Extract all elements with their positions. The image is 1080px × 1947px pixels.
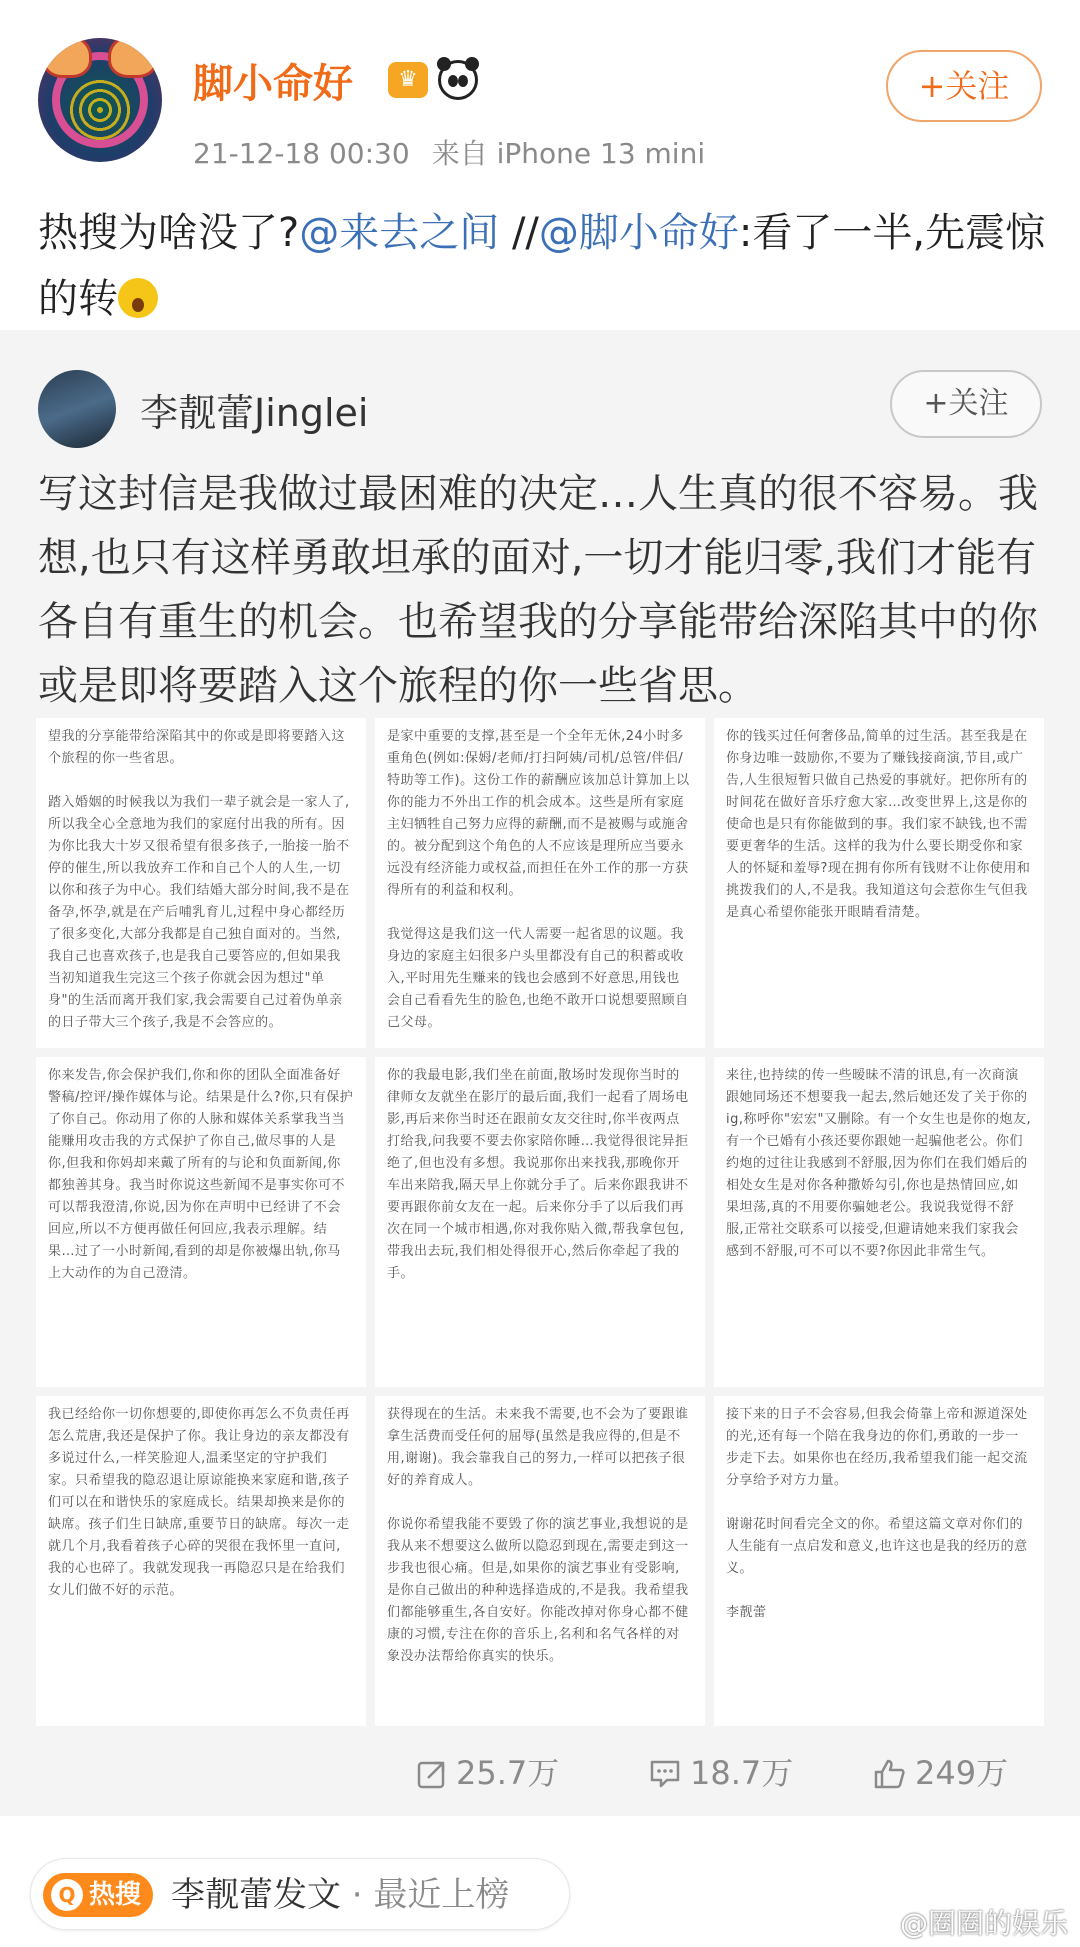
comment-button[interactable] — [648, 1748, 793, 1798]
panda-icon — [438, 60, 478, 100]
like-count: 249万 — [915, 1754, 1009, 1792]
letter-image[interactable] — [375, 718, 705, 1048]
letter-text: 是家中重要的支撑,甚至是一个全年无休,24小时多重角色(例如:保姆/老师/打扫阿姨/司机/总管/伴侣/特助等工作)。这份工作的薪酬应该加总计算加上以你的能力不外出工作的机会成本。这些是所有家庭主妇牺牲自己努力应得的薪酬,而不是被赐与或施舍的。被分配到这个角色的人不应该是理所应当要永远没有经济能力或权益,而担任在外工作的那一方获得所有的利益和权利。 我觉得这是我们这一代人需要一起省思的议题。我身边的家庭主妇很多户头里都没有自己的积蓄或收入,平时用先生赚来的钱也会感到不好意思,用钱也会自己看看先生的脸色,也绝不敢开口说想要照顾自己父母。 — [387, 729, 690, 1030]
letter-image[interactable] — [714, 1057, 1044, 1387]
quoted-username[interactable]: 李靓蕾Jinglei — [140, 391, 369, 435]
cow-icon — [42, 38, 92, 78]
quoted-text: 写这封信是我做过最困难的决定…人生真的很不容易。我想,也只有这样勇敢坦承的面对,一切才能归零,我们才能有各自有重生的机会。也希望我的分享能带给深陷其中的你或是即将要踏入这个旅程的你一些省思。 — [38, 471, 1038, 709]
username[interactable]: 脚小命好 — [193, 61, 353, 107]
share-icon — [416, 1758, 448, 1790]
letter-image[interactable] — [36, 718, 366, 1048]
mention-link[interactable]: @来去之间 — [299, 210, 500, 256]
post-header — [0, 0, 1080, 190]
crown-icon: ♛ — [388, 62, 428, 98]
letter-image[interactable] — [36, 1396, 366, 1726]
post-meta — [193, 132, 705, 172]
post-source: 来自 iPhone 13 mini — [431, 137, 706, 170]
hot-search-status: 最近上榜 — [373, 1875, 510, 1915]
watermark: @圈圈的娱乐 — [899, 1907, 1068, 1940]
hot-search-topic: 李靓蕾发文 — [171, 1875, 341, 1915]
hot-search-badge-label: 热搜 — [89, 1880, 142, 1910]
letter-text: 我已经给你一切你想要的,即使你再怎么不负责任再怎么荒唐,我还是保护了你。我让身边的亲友都没有多说过什么,一样笑脸迎人,温柔坚定的守护我们家。只希望我的隐忍退让原谅能换来家庭和谐,孩子们可以在和谐快乐的家庭成长。结果却换来是你的缺席。孩子们生日缺席,重要节日的缺席。每次一走就几个月,我看着孩子心碎的哭很在我怀里一直问,我的心也碎了。我就发现我一再隐忍只是在给我们女儿们做不好的示范。 — [48, 1407, 350, 1598]
repost-count: 25.7万 — [456, 1754, 560, 1792]
letter-text: 望我的分享能带给深陷其中的你或是即将要踏入这个旅程的你一些省思。 踏入婚姻的时候我以为我们一辈子就会是一家人了,所以我全心全意地为我们的家庭付出我的所有。因为你比我大十岁又很希望有很多孩子,一胎接一胎不停的催生,所以我放弃工作和自己个人的人生,一切以你和孩子为中心。我们结婚大部分时间,我不是在备孕,怀孕,就是在产后哺乳育儿,过程中身心都经历了很多变化,大部分我都是自己独自面对的。当然,我自己也喜欢孩子,也是我自己要答应的,但如果我当初知道我生完这三个孩子你就会因为想过"单身"的生活而离开我们家,我会需要自己过着伪单亲的日子带大三个孩子,我是不会答应的。 — [48, 729, 350, 1030]
letter-text: 你来发告,你会保护我们,你和你的团队全面准备好警稿/控评/操作媒体与论。结果是什么?你,只有保护了你自己。你动用了你的人脉和媒体关系掌我当当能赚用攻击我的方式保护了你自己,做尽事的人是你,但我和你妈却来戴了所有的与论和负面新闻,你都独善其身。我当时你说这些新闻不是事实你可不可以帮我澄清,你说,因为你在声明中已经讲了不会回应,所以不方便再做任何回应,我表示理解。结果…过了一小时新闻,看到的却是你被爆出轨,你马上大动作的为自己澄清。 — [48, 1068, 354, 1281]
search-icon: Q — [51, 1879, 83, 1911]
hot-search-badge — [43, 1873, 153, 1917]
thumbs-up-icon — [873, 1758, 907, 1790]
letter-text: 接下来的日子不会容易,但我会倚靠上帝和源道深处的光,还有每一个陪在我身边的你们,勇敢的一步一步走下去。如果你也在经历,我希望我们能一起交流分享给予对方力量。 谢谢花时间看完全文的你。希望这篇文章对你们的人生能有一点启发和意义,也许这也是我的经历的意义。 李靓蕾 — [726, 1407, 1028, 1620]
cow-icon — [108, 38, 158, 78]
letter-text: 来往,也持续的传一些暧昧不清的讯息,有一次商演跟她同场还不想要我一起去,然后她还发了关于你的ig,称呼你"宏宏"又删除。有一个女生也是你的炮友,有一个已婚有小孩还要你跟她一起骗他老公。你们约炮的过往让我感到不舒服,因为你们在我们婚后的相处女生是对你各种撒娇勾引,你也是热情回应,如果坦荡,真的不用要你骗她老公。我说我觉得不舒服,正常社交联系可以接受,但避请她来我们家我会感到不舒服,可不可以不要?你因此非常生气。 — [726, 1068, 1032, 1259]
letter-image[interactable] — [36, 1057, 366, 1387]
quoted-avatar[interactable] — [38, 370, 116, 448]
avatar[interactable] — [38, 38, 162, 162]
repost-text-part: :看了一半,先震惊的转 — [38, 210, 1046, 322]
repost-text-part: // — [499, 210, 539, 256]
quoted-stats-bar — [0, 1748, 1080, 1798]
comment-count: 18.7万 — [690, 1754, 794, 1792]
comment-icon — [648, 1758, 682, 1790]
shocked-emoji-icon — [118, 278, 158, 318]
like-button[interactable] — [873, 1748, 1008, 1798]
mention-link[interactable]: @脚小命好 — [538, 210, 739, 256]
letter-image[interactable] — [714, 718, 1044, 1048]
letter-image[interactable] — [714, 1396, 1044, 1726]
hot-search-text — [171, 1859, 509, 1931]
hot-search-separator: · — [341, 1875, 374, 1915]
follow-button[interactable]: +关注 — [886, 50, 1042, 122]
repost-text-part: 热搜为啥没了? — [38, 210, 300, 256]
quoted-follow-button[interactable]: +关注 — [890, 370, 1042, 438]
timestamp: 21-12-18 00:30 — [193, 137, 410, 170]
letter-text: 你的钱买过任何奢侈品,简单的过生活。甚至我是在你身边唯一鼓励你,不要为了赚钱接商演,节目,或广告,人生很短暂只做自己热爱的事就好。把你所有的时间花在做好音乐疗愈大家…改变世界上,这是你的使命也是只有你能做到的事。我们家不缺钱,也不需要更奢华的生活。这样的我为什么要长期受你和家人的怀疑和羞辱?现在拥有你所有钱财不让你使用和挑拨我们的人,不是我。我知道这句会惹你生气但我是真心希望你能张开眼睛看清楚。 — [726, 729, 1031, 920]
quoted-post[interactable] — [0, 330, 1080, 1816]
repost-button[interactable] — [416, 1748, 559, 1798]
avatar-pattern — [68, 78, 132, 142]
letter-image[interactable] — [375, 1396, 705, 1726]
letter-image[interactable] — [375, 1057, 705, 1387]
letter-text: 获得现在的生活。未来我不需要,也不会为了要跟谁拿生活费而受任何的屈辱(虽然是我应得的,但是不用,谢谢)。我会靠我自己的努力,一样可以把孩子很好的养育成人。 你说你希望我能不要毁了你的演艺事业,我想说的是我从来不想要这么做所以隐忍到现在,需要走到这一步我也很心痛。但是,如果你的演艺事业有受影响,是你自己做出的种种选择造成的,不是我。我希望我们都能够重生,各自安好。你能改掉对你身心都不健康的习惯,专注在你的音乐上,名利和名气各样的对象没办法帮给你真实的快乐。 — [387, 1407, 689, 1664]
hot-search-bar[interactable] — [30, 1858, 570, 1930]
repost-text — [38, 200, 1048, 332]
letter-text: 你的我最电影,我们坐在前面,散场时发现你当时的律师女友就坐在影厅的最后面,我们一起看了周场电影,再后来你当时还在跟前女友交往时,你半夜两点打给我,问我要不要去你家陪你睡…我觉得很诧异拒绝了,但也没有多想。我说那你出来找我,那晚你开车出来陪我,隔天早上你就分手了。后来你跟我讲不要再跟你前女友在一起。后来你分手了以后我们再次在同一个城市相遇,你对我你贴入微,帮我拿包包,带我出去玩,我们相处得很开心,然后你牵起了我的手。 — [387, 1068, 689, 1281]
